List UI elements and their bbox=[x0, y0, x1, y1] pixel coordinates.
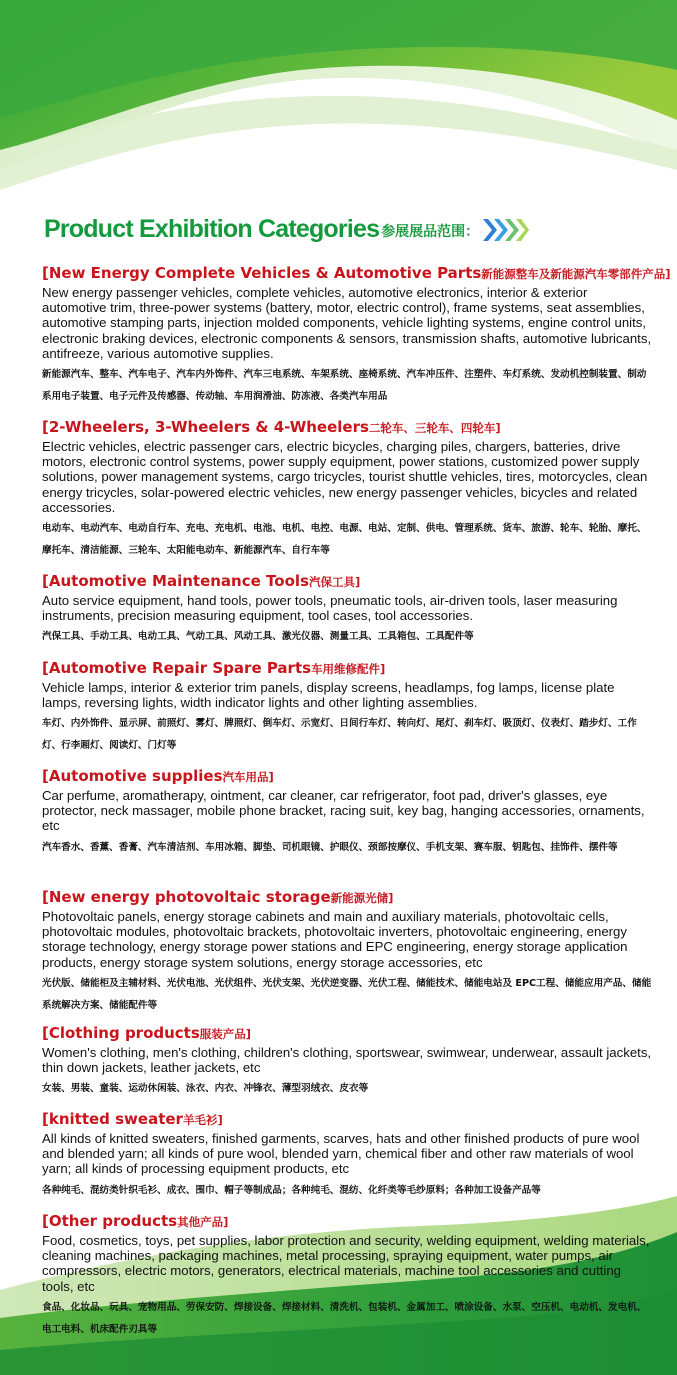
category-description-cn: 光伏版、储能柜及主辅材料、光伏电池、光伏组件、光伏支架、光伏逆变器、光伏工程、储能技术、储能电站及 EPC工程、储能应用产品、储能系统解决方案、储能配件等 bbox=[42, 977, 652, 1011]
category-heading: [Automotive Repair Spare Parts车用维修配件] bbox=[42, 659, 386, 677]
category-description-cn: 汽车香水、香薰、香膏、汽车清洁剂、车用冰箱、脚垫、司机眼镜、护眼仪、颈部按摩仪、手机支架、赛车服、钥匙包、挂饰件、摆件等 bbox=[42, 841, 618, 853]
category-heading: [knitted sweater羊毛衫] bbox=[42, 1110, 223, 1128]
category-description-en: Vehicle lamps, interior & exterior trim panels, display screens, headlamps, fog lamps, license plate lamps, reversing lights, width indicator lights and other lighting assemblies. bbox=[42, 680, 615, 711]
category-description-en: Car perfume, aromatherapy, ointment, car cleaner, car refrigerator, foot pad, driver's glasses, eye protector, neck massager, mobile phone bracket, racing suit, key bag, hanging accessories, ornaments, etc bbox=[42, 788, 645, 834]
category-heading: [Automotive Maintenance Tools汽保工具] bbox=[42, 572, 361, 590]
category-maintenance-tools bbox=[42, 572, 654, 648]
category-description-en: Food, cosmetics, toys, pet supplies, labor protection and security, welding equipment, welding materials, cleaning machines, packaging machines, metal processing, spraying equipment, water pumps, air compressors, electric motors, generators, electrical materials, machine tool accessories and cutting tools, etc bbox=[42, 1233, 650, 1294]
category-clothing bbox=[42, 1024, 654, 1100]
category-heading: [2-Wheelers, 3-Wheelers & 4-Wheelers二轮车、三轮车、四轮车] bbox=[42, 418, 501, 436]
chevron-arrows-icon bbox=[481, 216, 529, 244]
category-description-en: New energy passenger vehicles, complete vehicles, automotive electronics, interior & exterior automotive trim, three-power systems (battery, motor, electric control), frame systems, seat assemblies, automotive stamping parts, injection molded components, vehicle lighting systems, engine control units, electronic braking devices, electronic components & sensors, transmission shafts, automotive lubricants, antifreeze, various automotive supplies. bbox=[42, 285, 652, 361]
category-description-cn: 车灯、内外饰件、显示屏、前照灯、雾灯、牌照灯、倒车灯、示宽灯、日间行车灯、转向灯、尾灯、刹车灯、吸顶灯、仪表灯、踏步灯、工作灯、行李厢灯、阅读灯、门灯等 bbox=[42, 718, 637, 752]
category-heading: [Automotive supplies汽车用品] bbox=[42, 767, 274, 785]
category-heading: [Clothing products服装产品] bbox=[42, 1024, 252, 1042]
category-knitted-sweater bbox=[42, 1110, 654, 1202]
category-description-cn: 新能源汽车、整车、汽车电子、汽车内外饰件、汽车三电系统、车架系统、座椅系统、汽车冲压件、注塑件、车灯系统、发动机控制装置、制动系用电子装置、电子元件及传感器、传动轴、车用润滑油、防冻液、各类汽车用品 bbox=[42, 369, 647, 403]
category-description-en: Photovoltaic panels, energy storage cabinets and main and auxiliary materials, photovoltaic cells, photovoltaic modules, photovoltaic brackets, photovoltaic inverters, photovoltaic engineering, energy storage technology, energy storage power stations and EPC engineering, energy storage application products, energy storage system solutions, energy storage accessories, etc bbox=[42, 909, 628, 970]
category-repair-spare-parts bbox=[42, 659, 654, 757]
category-description-cn: 各种纯毛、混纺类针织毛衫、成衣、围巾、帽子等制成品；各种纯毛、混纺、化纤类等毛纱原料；各种加工设备产品等 bbox=[42, 1184, 541, 1196]
category-heading: [New energy photovoltaic storage新能源光储] bbox=[42, 888, 394, 906]
category-description-en: Women's clothing, men's clothing, children's clothing, sportswear, swimwear, underwear, assault jackets, thin down jackets, leather jackets, etc bbox=[42, 1045, 652, 1076]
category-heading: [New Energy Complete Vehicles & Automotive Parts新能源整车及新能源汽车零部件产品] bbox=[42, 264, 671, 282]
category-description-cn: 电动车、电动汽车、电动自行车、充电、充电机、电池、电机、电控、电源、电站、定制、供电、管理系统、货车、旅游、轮车、轮胎、摩托、摩托车、清洁能源、三轮车、太阳能电动车、新能源汽车、自行车等 bbox=[42, 523, 647, 557]
category-photovoltaic-storage bbox=[42, 888, 654, 1017]
category-description-cn: 食品、化妆品、玩具、宠物用品、劳保安防、焊接设备、焊接材料、清洗机、包装机、金属加工、喷涂设备、水泵、空压机、电动机、发电机、电工电料、机床配件刃具等 bbox=[42, 1301, 647, 1335]
page-title bbox=[44, 212, 529, 246]
title-english: Product Exhibition Categories bbox=[44, 214, 380, 243]
category-description-en: Auto service equipment, hand tools, power tools, pneumatic tools, air-driven tools, laser measuring instruments, precision measuring equipment, tool cases, tool accessories. bbox=[42, 593, 618, 624]
category-heading: [Other products其他产品] bbox=[42, 1212, 229, 1230]
category-description-cn: 汽保工具、手动工具、电动工具、气动工具、风动工具、激光仪器、测量工具、工具箱包、工具配件等 bbox=[42, 631, 474, 643]
category-description-en: Electric vehicles, electric passenger cars, electric bicycles, charging piles, chargers, batteries, drive motors, electronic control systems, power supply equipment, power stations, customized power supply solutions, power management systems, cargo tricycles, tourist shuttle vehicles, tires, motorcycles, clean energy tricycles, solar-powered electric vehicles, new energy passenger vehicles, bicycles and related accessories. bbox=[42, 439, 648, 515]
category-automotive-supplies bbox=[42, 767, 654, 859]
title-chinese: 参展展品范围： bbox=[381, 224, 480, 240]
category-wheelers bbox=[42, 418, 654, 562]
category-other-products bbox=[42, 1212, 654, 1341]
category-description-cn: 女装、男装、童装、运动休闲装、泳衣、内衣、冲锋衣、薄型羽绒衣、皮衣等 bbox=[42, 1083, 369, 1095]
category-description-en: All kinds of knitted sweaters, finished garments, scarves, hats and other finished products of pure wool and blended yarn; all kinds of pure wool, blended yarn, chemical fiber and other raw materials of wool yarn; all kinds of processing equipment products, etc bbox=[42, 1131, 640, 1177]
category-new-energy-vehicles bbox=[42, 264, 671, 408]
